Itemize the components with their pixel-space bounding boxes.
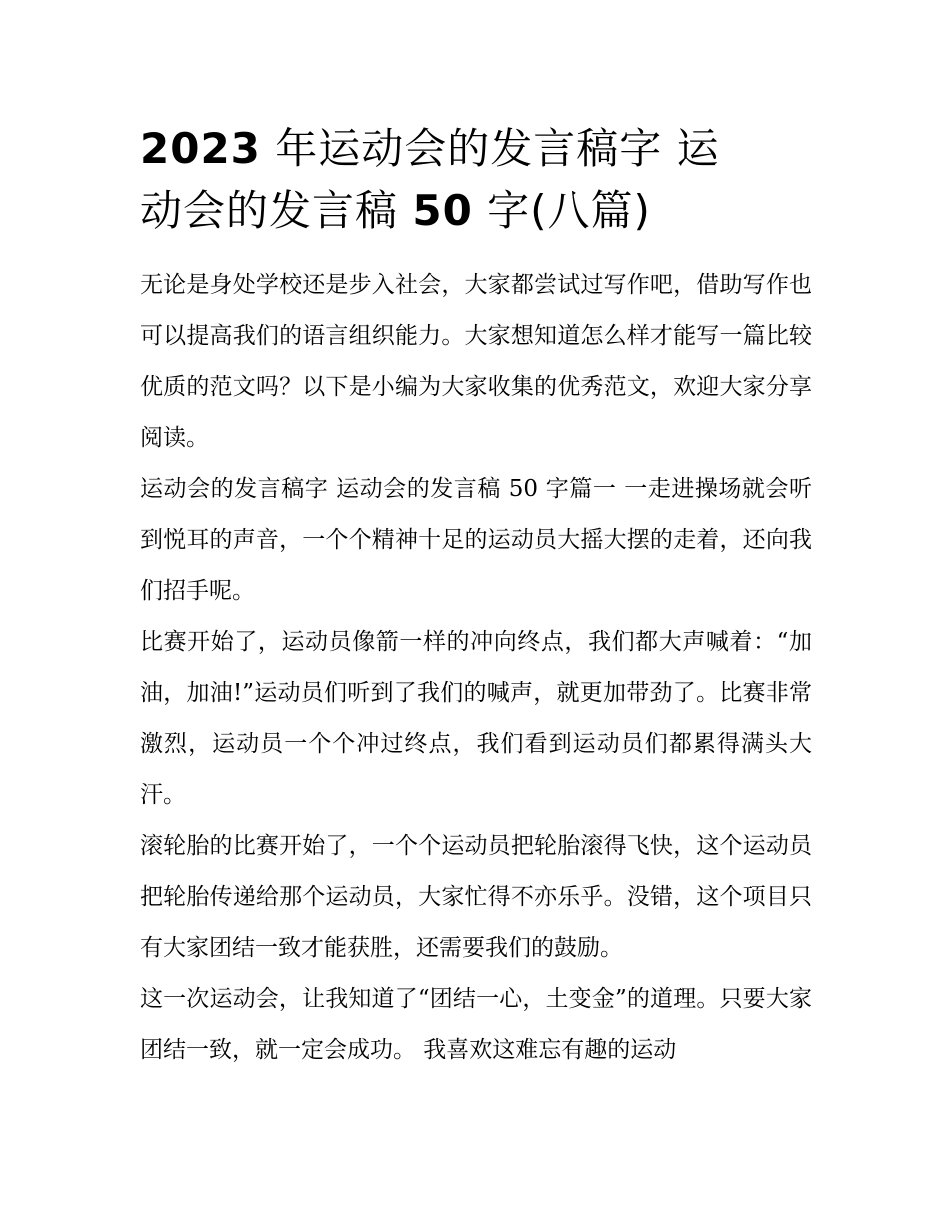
title-word-count: 50 (412, 186, 473, 235)
paragraph-4: 这一次运动会，让我知道了“团结一心，土变金”的道理。只要大家团结一致，就一定会成功。 我喜欢这难忘有趣的运动 (140, 986, 812, 1063)
title-text-2b: 字(八篇) (472, 186, 651, 235)
title-text-1: 年运动会的发言稿字 运 (260, 124, 720, 173)
title-text-2a: 动会的发言稿 (140, 186, 413, 235)
title-line-2 (140, 180, 812, 242)
document-title (140, 118, 812, 242)
document-page (140, 118, 812, 1076)
paragraph-2: 比赛开始了，运动员像箭一样的冲向终点，我们都大声喊着：“加油，加油!”运动员们听到了我们的喊声，就更加带劲了。比赛非常激烈，运动员一个个冲过终点，我们看到运动员们都累得满头大汗。 (140, 629, 812, 808)
paragraph-1: 运动会的发言稿字 运动会的发言稿 50 字篇一 一走进操场就会听到悦耳的声音，一个个精神十足的运动员大摇大摆的走着，还向我们招手呢。 (140, 476, 812, 604)
paragraph-3: 滚轮胎的比赛开始了，一个个运动员把轮胎滚得飞快，这个运动员把轮胎传递给那个运动员，大家忙得不亦乐乎。没错，这个项目只有大家团结一致才能获胜，还需要我们的鼓励。 (140, 833, 812, 961)
title-year: 2023 (140, 124, 261, 173)
paragraph-intro: 无论是身处学校还是步入社会，大家都尝试过写作吧，借助写作也可以提高我们的语言组织能力。大家想知道怎么样才能写一篇比较优质的范文吗？以下是小编为大家收集的优秀范文，欢迎大家分享阅读。 (140, 272, 812, 451)
document-body (140, 260, 812, 1076)
title-line-1 (140, 118, 812, 180)
